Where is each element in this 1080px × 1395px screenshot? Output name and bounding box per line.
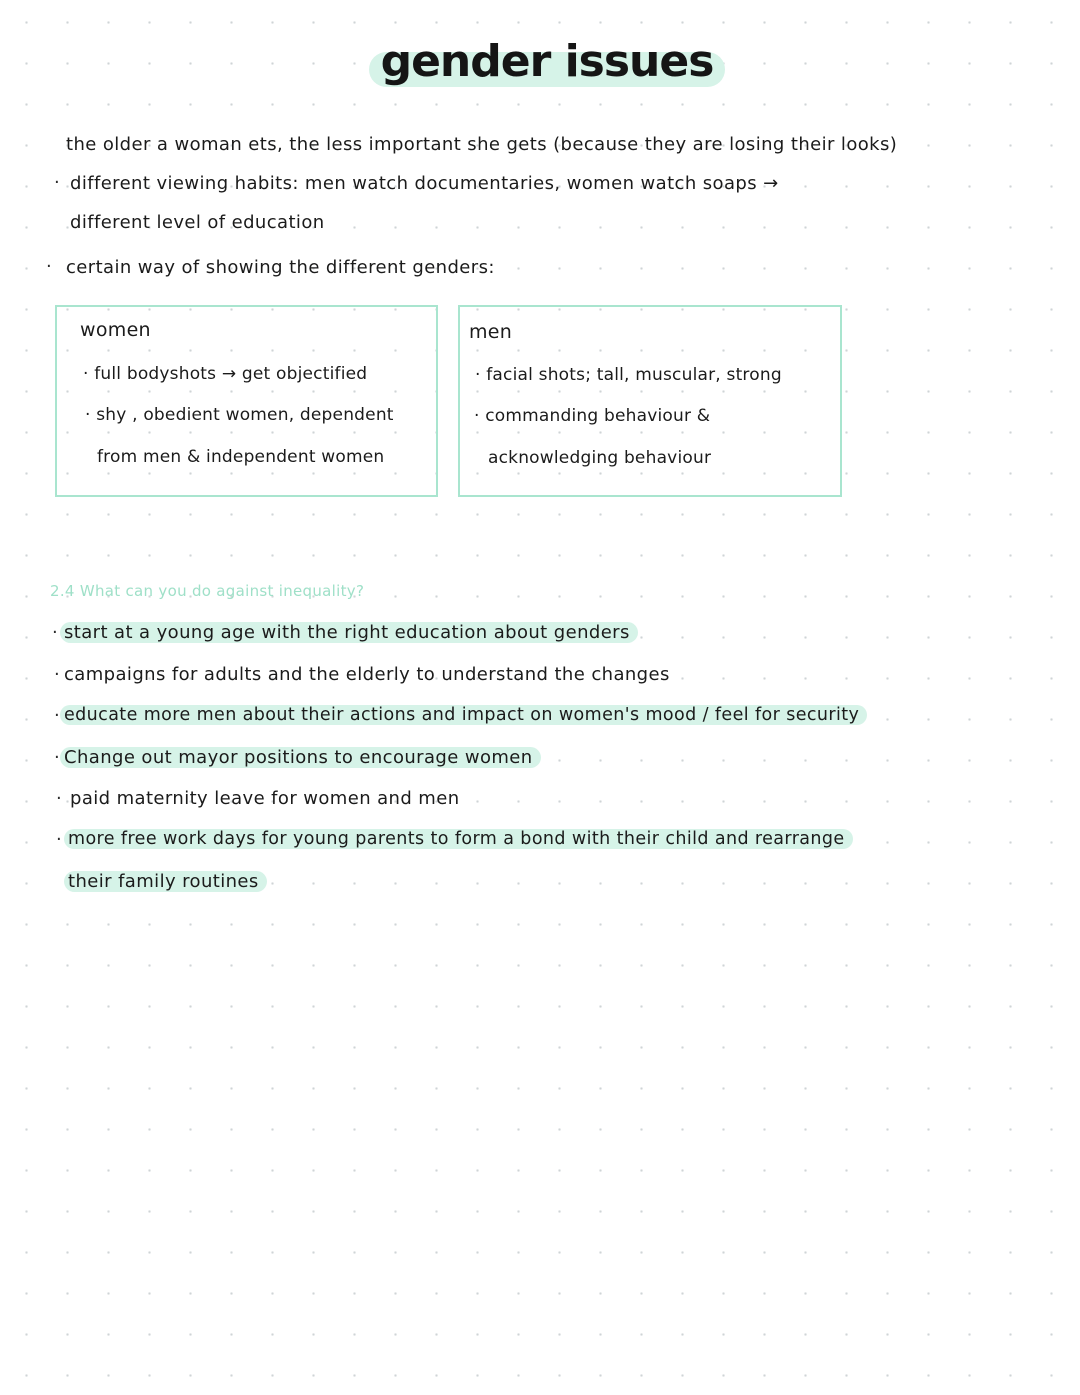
women-box-item: · shy , obedient women, dependent bbox=[85, 405, 394, 425]
section-item: educate more men about their actions and impact on women's mood / feel for security bbox=[60, 705, 867, 725]
bullet-dot: · bbox=[54, 747, 60, 768]
section-item: paid maternity leave for women and men bbox=[70, 788, 460, 809]
intro-line-4: certain way of showing the different genders: bbox=[66, 257, 495, 278]
bullet-dot: · bbox=[56, 829, 62, 850]
section-item: campaigns for adults and the elderly to understand the changes bbox=[64, 664, 670, 685]
section-item: more free work days for young parents to form a bond with their child and rearrange bbox=[64, 829, 853, 849]
section-item: start at a young age with the right education about genders bbox=[60, 622, 638, 643]
men-box bbox=[458, 305, 842, 497]
bullet-dot: · bbox=[54, 664, 60, 685]
bullet-dot: · bbox=[46, 256, 52, 277]
women-box-item: from men & independent women bbox=[97, 447, 385, 467]
men-box-item: acknowledging behaviour bbox=[488, 448, 712, 468]
section-heading: 2.4 What can you do against inequality? bbox=[50, 582, 365, 600]
intro-line-3: different level of education bbox=[70, 212, 325, 233]
women-box-item: · full bodyshots → get objectified bbox=[83, 364, 368, 384]
title-container bbox=[0, 36, 1080, 87]
bullet-dot: · bbox=[56, 788, 62, 809]
bullet-dot: · bbox=[54, 705, 60, 726]
section-item: their family routines bbox=[64, 871, 267, 892]
men-box-item: · commanding behaviour & bbox=[474, 406, 711, 426]
men-box-item: · facial shots; tall, muscular, strong bbox=[475, 365, 782, 385]
intro-line-2: different viewing habits: men watch documentaries, women watch soaps → bbox=[70, 173, 779, 194]
section-item: Change out mayor positions to encourage women bbox=[60, 747, 541, 768]
men-box-heading: men bbox=[469, 321, 513, 343]
women-box-heading: women bbox=[80, 319, 151, 341]
bullet-dot: · bbox=[54, 172, 60, 193]
bullet-dot: · bbox=[52, 622, 58, 643]
women-box bbox=[55, 305, 438, 497]
page-title: gender issues bbox=[375, 36, 720, 87]
intro-line-1: the older a woman ets, the less important she gets (because they are losing their looks) bbox=[66, 134, 898, 155]
